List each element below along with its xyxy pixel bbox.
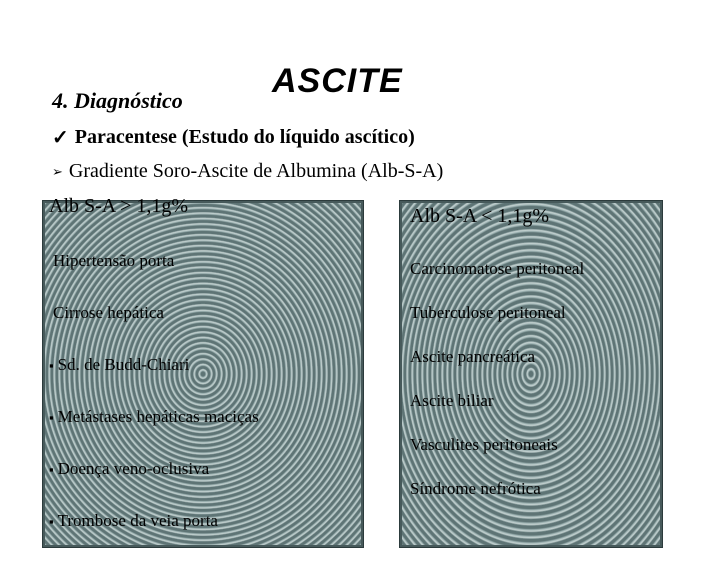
list-item-label: Sd. de Budd-Chiari (57, 355, 190, 374)
list-item (49, 251, 259, 303)
list-item: Ascite pancreática (410, 347, 536, 366)
bullet-mark-icon: ▪ (49, 410, 54, 425)
list-item-label: Trombose da veia porta (57, 511, 218, 530)
right-panel (399, 200, 663, 548)
right-panel-header: Alb S-A < 1,1g% (410, 205, 550, 227)
list-item: Síndrome nefrótica (410, 479, 541, 498)
bullet-paracentese (52, 125, 415, 150)
list-item: Ascite biliar (410, 391, 494, 410)
bullet-mark-icon: ▪ (49, 358, 54, 373)
list-item (49, 355, 259, 407)
list-item (49, 459, 259, 511)
list-item (49, 511, 259, 563)
list-item-label: Doença veno-oclusiva (57, 459, 210, 478)
checkmark-icon: ✓ (52, 127, 69, 149)
bullet-paracentese-text: Paracentese (Estudo do líquido ascítico) (74, 126, 415, 148)
list-item: Vasculites peritoneais (410, 435, 558, 454)
left-panel-list (49, 251, 259, 563)
bullet-mark-icon: ▪ (49, 514, 54, 529)
left-panel (42, 195, 364, 548)
bullet-gradiente-text: Gradiente Soro-Ascite de Albumina (Alb-S-A) (68, 160, 444, 182)
list-item (49, 303, 259, 355)
slide-title: ASCITE (272, 62, 403, 100)
arrowhead-bullet-icon: ➢ (52, 163, 63, 179)
bullet-gradiente (52, 160, 443, 183)
list-item-label: Metástases hepáticas maciças (57, 407, 259, 426)
list-item: Carcinomatose peritoneal (410, 259, 585, 278)
list-item-label: Hipertensão porta (53, 251, 175, 270)
bullet-mark-icon: ▪ (49, 462, 54, 477)
list-item (49, 407, 259, 459)
list-item-label: Cirrose hepática (53, 303, 164, 322)
left-panel-header: Alb S-A > 1,1g% (49, 195, 189, 217)
list-item: Tuberculose peritoneal (410, 303, 566, 322)
right-panel-list (410, 259, 584, 523)
section-heading: 4. Diagnóstico (52, 88, 183, 113)
